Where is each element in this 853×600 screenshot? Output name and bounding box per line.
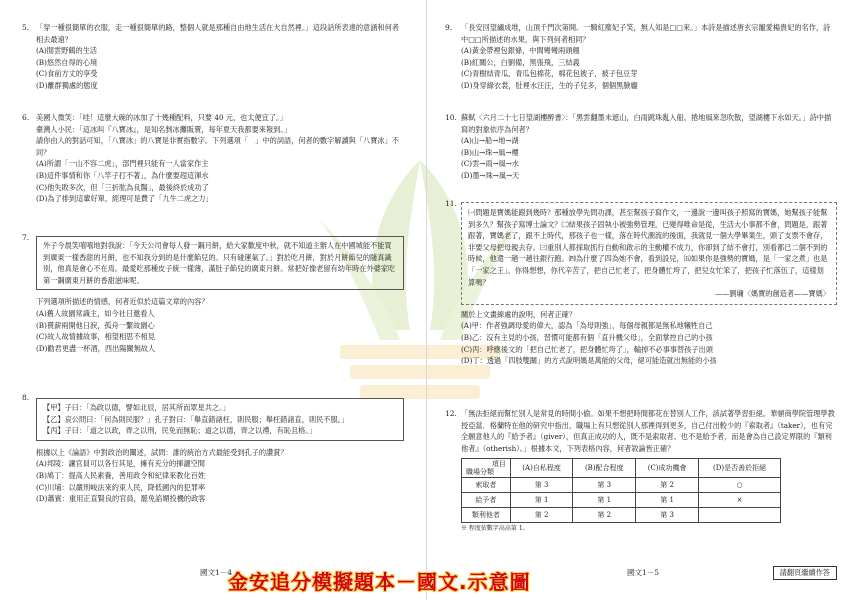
option-b: (B)山→珠→風→樓 [461, 147, 519, 157]
column-header: (C)成功機會 [636, 459, 699, 478]
right-page [427, 0, 853, 600]
question-number: 7. [22, 233, 30, 242]
option-b: (B)賣薪兩開他日淚，孤舟一繫故園心 [36, 320, 155, 330]
row-label: 類利他者 [462, 508, 511, 523]
table-cell: 第 3 [636, 508, 699, 523]
column-header: (B)配合程度 [573, 459, 636, 478]
option-c: (C)丙：呼應後文的「把自己忙老了，把身體忙垮了」，輸掉不必事事替孩子出頭 [461, 344, 713, 354]
sample-banner: 金安追分模擬題本－國文.示意圖 [228, 570, 531, 594]
option-a: (A)舊人故園常識主，如今社日邀看人 [36, 308, 155, 318]
dialogue-line: 臺灣人小民：「這冰叫『八寶冰』，是知名剉冰攤販賣，每年夏天我都要來報到。」 [36, 124, 292, 134]
question-number: 12. [445, 409, 457, 418]
option-b: (B)乙：沒有主見的小孩，習慣可能都有個「直升機父母」，全面掌控自己的小孩 [461, 332, 713, 342]
page-number: 國文1－4 [200, 568, 233, 577]
question-number: 11. [445, 199, 457, 208]
table-cell: 第 1 [510, 493, 573, 508]
reading-passage [461, 202, 837, 305]
option-b: (B)悠然自得的心境 [36, 57, 98, 67]
row-label: 索取者 [462, 478, 511, 493]
question-6 [22, 112, 404, 205]
corner-top-label: 項目 [491, 460, 506, 469]
table-cell: 第 1 [573, 493, 636, 508]
question-stem: 「無法拒絕而幫忙別人是常見的時間小偷。如果不想把時間都花在替別人工作，該試著學習拒絕。華頓商學院管理學教授亞當．格蘭特在他的研究中指出，職場上有只想從別人那裡得到更多，自己付出較少的『索取者』（taker），也有完全願意他人的『給予者』（giver），但真正成功的人，既不是索取者、也不是給予者，而是會為自己設定界限的『類利他者』（otherish）。」根據本文，下列表格內容，何者敘論皆正確？ [461, 409, 835, 453]
option-c: (C)故人故情據故事，相望相思不相見 [36, 332, 155, 342]
question-number: 10. [445, 113, 457, 122]
option-a: (A)所謂「一山不容二虎」，部門裡只能有一人當家作主 [36, 159, 209, 169]
question-stem: 「長安回望繡成堆，山頂千門次第開。一騎紅塵妃子笑，無人知是□□來。」本詩是描述唐玄宗寵愛楊貴妃的名作，詩中□□所描述的水果，與下列何者相同？ [461, 23, 831, 44]
table-note: ※ 程度依數字高高第 1。 [461, 525, 529, 533]
passage-source: ——劉墉〈媽寶的創造者——寶媽〉 [714, 289, 830, 299]
table-row [462, 508, 781, 523]
option-a: (A)閒雲野鶴的生活 [36, 46, 98, 56]
option-d: (D)丁：透過「四肢雙關」的方式說明媽是萬能的父母，絕可能造就出無能的小孩 [461, 356, 717, 366]
question-7 [22, 232, 404, 354]
question-stem: 根據以上《論語》中對政治的闡述，試問：誰的統治方式最能受到孔子的讚賞？ [36, 447, 288, 457]
quote-jia: 【甲】子曰：「為政以德，譬如北辰，居其所而眾星共之。」 [43, 403, 230, 412]
option-c: (C)食前方丈的享受 [36, 69, 98, 79]
question-number: 5. [22, 23, 30, 32]
table-cell: ○ [699, 478, 781, 493]
option-a: (A)山→船→地→湖 [461, 136, 519, 146]
option-d: (D)蕭賓：重用正直賢良的官員，罷免諂媚投機的政客 [36, 494, 206, 504]
column-header: (A)自私程度 [510, 459, 573, 478]
quote-box [36, 398, 404, 441]
quote-yi: 【乙】哀公問曰：「何為則民服？」孔子對曰：「舉直錯諸枉，則民服；舉枉錯諸直，則民不服。」 [43, 414, 349, 424]
table-cell: 第 2 [510, 508, 573, 523]
left-page [0, 0, 426, 600]
option-b: (B)這件事情和你「八竿子打不著」，為什麼要趕這渾水 [36, 170, 209, 180]
option-a: (A)邦陵：讓官員可以各行其是，擁有充分的揮灑空間 [36, 459, 205, 469]
passage-text: ㈠問題是寶媽能跟到幾時？那種放學先問功課，甚至幫孩子寫作文，一邊說一邊叫孩子照寫的寶媽，她幫孩子能幫到多久？幫孩子寫博士論文？㈡結果孩子固執小被強勢管理，已變得唯命是從，生活大小事都不會，問題是，跟著跟著，寶媽老了，跟不上時代，那孩子也一樣，落在時代潮流的後面，我就見一個大學畢業生，頭了支票不會存，非要父母把母親去存。㈢重別人都採取抓行自動和啟示的主動權不成力，你卻到了結不會打，別看都已二個不到的時候，他還一趟一趟往銀行跑。㈣為什麼了四為她不會，看到設兒，㈤如果你是強勢的寶媽，是「一家之煮」也是「一家之王」。你得想想，你代辛苦了，把自己忙老了，把身體忙垮了，把兒女忙笨了，把孩子忙落伍了，這樣划算嗎？ [468, 208, 828, 287]
question-9 [445, 22, 837, 92]
row-label: 給予者 [462, 493, 511, 508]
table-corner [462, 459, 511, 478]
page-number: 國文1－5 [627, 568, 660, 577]
corner-bottom-label: 職場分類 [466, 468, 494, 477]
passage-text: 外子今晨笑嘻嘻地對我說：「今天公司會每人發一鋼月餅，給大家歡度中秋，就不知道主辦人在中國城能不能買到廣東一樣香甜的月餅，也不知我分到的是什麼餡兒的。只有碰運氣了。」對於吃月餅，對於月餅餡兒的隨真識別，他真是會心不在焉。最愛吃那種皮子統一樣薄，滿肚子餡兒的廣東月餅。常把好像老留有幼年時在外婆家吃第一鋼廣東月餅的香甜滋味呢。 [43, 241, 396, 285]
table-cell: 第 3 [510, 478, 573, 493]
option-b: (B)紅關公，白劉備，黑張飛，三結義 [461, 57, 580, 67]
question-5 [22, 22, 404, 92]
question-11 [445, 198, 837, 367]
option-d: (D)離群獨處的態度 [36, 80, 98, 90]
quote-bing: 【丙】子曰：「道之以政，齊之以刑，民免而無恥；道之以德，齊之以禮，有恥且格。」 [43, 426, 317, 436]
option-d: (D)為了排到這輩好單，經理可是費了「九牛二虎之力」 [36, 194, 213, 204]
dialogue-line: 美國人微笑：「哇！這麼大碗的冰加了十幾種配料，只要 40 元，也太便宜了。」 [36, 113, 287, 122]
table-cell: 第 3 [573, 478, 636, 493]
table-cell: × [699, 493, 781, 508]
question-stem: 關於上文畫線處的說明，何者正確？ [461, 309, 577, 319]
continue-next-page-note: 請翻頁繼續作答 [773, 566, 837, 580]
question-number: 8. [22, 393, 30, 402]
reading-passage [36, 236, 404, 290]
option-b: (B)鳩丁：提高人民素養，善用政令和紀律來教化百姓 [36, 470, 206, 480]
option-c: (C)雲→雨→風→水 [461, 159, 519, 169]
table-row [462, 478, 781, 493]
table-cell: 第 2 [636, 478, 699, 493]
question-8 [22, 392, 404, 505]
option-d: (D)勸君更盡一杯酒，西出陽關無故人 [36, 343, 156, 353]
option-c: (C)川埔：以嚴刑峻法來約束人民，降低國內的犯罪率 [36, 482, 206, 492]
answer-table [461, 458, 781, 523]
question-10 [445, 112, 837, 182]
table-cell: 第 1 [636, 493, 699, 508]
question-stem: 請你由人的對話可知，「八寶冰」的八寶是非實指數字。下列選項「 」中的詞語，何者的數字解讀與「八寶冰」不同？ [36, 136, 399, 157]
option-c: (C)他失敗多次，但「三折肱為良醫」，最後終於成功了 [36, 182, 209, 192]
table-row [462, 493, 781, 508]
option-a: (A)黃金帶裡包銀條，中間彎彎兩頭翹 [461, 46, 580, 56]
question-12 [445, 408, 837, 535]
question-stem: 下列選項所描述的情感，何者近似於這篇文章的內容？ [36, 297, 209, 307]
option-a: (A)甲：作者強調母愛的偉大，認為「為母則強」，每個母親都是無私地犧牲自己 [461, 321, 713, 331]
option-d: (D)身穿綠衣裳，肚裡水汪汪，生的子兒多，個個黑臉龐 [461, 80, 638, 90]
table-cell [699, 508, 781, 523]
question-stem: 「穿一種很簡單的衣服，走一種很簡單的路，整個人就是那種自由地生活在大自然裡。」這段話所表達的意涵和何者相去最遠？ [36, 23, 399, 44]
question-stem: 蘇軾〈六月二十七日望湖樓醉書〉：「黑雲翻墨未遮山，白雨跳珠亂入船。捲地風來忽吹散，望湖樓下水如天。」詩中描寫的對象依序為何者？ [461, 113, 832, 134]
question-number: 9. [445, 23, 453, 32]
table-cell: 第 2 [573, 508, 636, 523]
question-number: 6. [22, 113, 30, 122]
column-header: (D)是否善於拒絕 [699, 459, 781, 478]
option-d: (D)墨→珠→風→天 [461, 170, 520, 180]
option-c: (C)青樹結青瓜，青瓜包棉花，棉花包被子，被子包豆芽 [461, 69, 638, 79]
